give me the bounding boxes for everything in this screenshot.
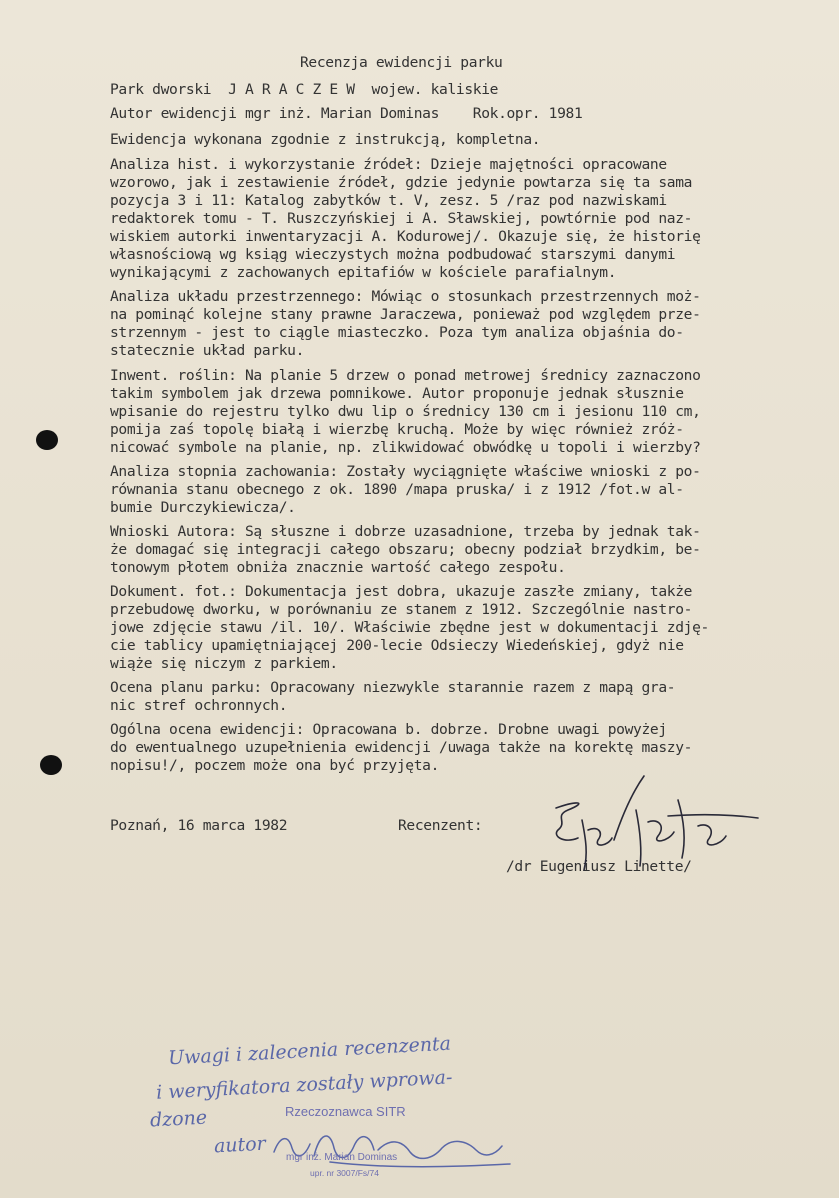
document-line: Wnioski Autora: Są słuszne i dobrze uzasadnione, trzeba by jednak tak-: [110, 523, 701, 540]
document-line: pozycja 3 i 11: Katalog zabytków t. V, zesz. 5 /raz pod nazwiskami: [110, 192, 667, 209]
document-line: Analiza układu przestrzennego: Mówiąc o stosunkach przestrzennych moż-: [110, 288, 701, 305]
reviewer-name: /dr Eugeniusz Linette/: [506, 858, 692, 875]
handwritten-note-line-4: autor: [213, 1132, 267, 1158]
document-line: własnościową wg ksiąg wieczystych można podbudować starszymi danymi: [110, 246, 676, 263]
handwritten-note-line-1: Uwagi i zalecenia recenzenta: [167, 1032, 452, 1070]
document-line: takim symbolem jak drzewa pomnikowe. Autor proponuje jednak słusznie: [110, 385, 684, 402]
document-line: cie tablicy upamiętniającej 200-lecie Odsieczy Wiedeńskiej, gdyż nie: [110, 637, 684, 654]
document-line: Ogólna ocena ewidencji: Opracowana b. dobrze. Drobne uwagi powyżej: [110, 721, 667, 738]
document-line: na pominąć kolejne stany prawne Jaraczewa, ponieważ pod względem prze-: [110, 306, 701, 323]
reviewer-signature-icon: [548, 770, 778, 880]
document-line: Ewidencja wykonana zgodnie z instrukcją, kompletna.: [110, 131, 541, 148]
document-line: Analiza stopnia zachowania: Zostały wyciągnięte właściwe wnioski z po-: [110, 463, 701, 480]
punch-hole-top: [36, 430, 58, 450]
document-line: wpisanie do rejestru tylko dwu lip o średnicy 130 cm i jesionu 110 cm,: [110, 403, 701, 420]
document-line: strzennym - jest to ciągle miasteczko. Poza tym analiza objaśnia do-: [110, 324, 684, 341]
handwritten-note-line-3: dzone: [149, 1106, 208, 1132]
place-date: Poznań, 16 marca 1982: [110, 817, 288, 834]
document-line: Autor ewidencji mgr inż. Marian Dominas Rok.opr. 1981: [110, 105, 583, 122]
document-line: tonowym płotem obniża znacznie wartość całego zespołu.: [110, 559, 566, 576]
punch-hole-bottom: [40, 755, 62, 775]
document-line: że domagać się integracji całego obszaru; obecny podział brzydkim, be-: [110, 541, 701, 558]
document-line: Inwent. roślin: Na planie 5 drzew o ponad metrowej średnicy zaznaczono: [110, 367, 701, 384]
document-line: Ocena planu parku: Opracowany niezwykle starannie razem z mapą gra-: [110, 679, 676, 696]
document-line: redaktorek tomu - T. Ruszczyńskiej i A. Sławskiej, powtórnie pod naz-: [110, 210, 693, 227]
stamp-name: mgr inż. Marian Dominas: [286, 1152, 398, 1163]
stamp-title: Rzeczoznawca SITR: [285, 1104, 406, 1119]
document-line: nopisu!/, poczem może ona być przyjęta.: [110, 757, 440, 774]
document-line: Analiza hist. i wykorzystanie źródeł: Dzieje majętności opracowane: [110, 156, 667, 173]
document-line: jowe zdjęcie stawu /il. 10/. Właściwie zbędne jest w dokumentacji zdję-: [110, 619, 709, 636]
document-line: nicować symbole na planie, np. zlikwidować obwódkę u topoli i wierzby?: [110, 439, 701, 456]
document-line: wzorowo, jak i zestawienie źródeł, gdzie jedynie powtarza się ta sama: [110, 174, 693, 191]
document-line: Park dworski J A R A C Z E W wojew. kaliskie: [110, 81, 499, 98]
document-line: wiskiem autorki inwentaryzacji A. Kodurowej/. Okazuje się, że historię: [110, 228, 701, 245]
handwritten-note-line-2: i weryfikatora zostały wprowa-: [155, 1066, 453, 1104]
document-line: nic stref ochronnych.: [110, 697, 288, 714]
document-line: przebudowę dworku, w porównaniu ze stanem z 1912. Szczególnie nastro-: [110, 601, 693, 618]
document-line: równania stanu obecnego z ok. 1890 /mapa pruska/ i z 1912 /fot.w al-: [110, 481, 684, 498]
document-line: wiąże się niczym z parkiem.: [110, 655, 338, 672]
document-line: wynikającymi z zachowanych epitafiów w kościele parafialnym.: [110, 264, 617, 281]
author-signature-icon: [270, 1122, 520, 1172]
document-line: statecznie układ parku.: [110, 342, 305, 359]
document-line: bumie Durczykiewicza/.: [110, 499, 296, 516]
reviewer-label: Recenzent:: [398, 817, 483, 834]
document-line: pomija zaś topolę białą i wierzbę kruchą. Może by więc również zróż-: [110, 421, 684, 438]
document-line: Dokument. fot.: Dokumentacja jest dobra, ukazuje zaszłe zmiany, także: [110, 583, 693, 600]
document-line: do ewentualnego uzupełnienia ewidencji /uwaga także na korektę maszy-: [110, 739, 693, 756]
stamp-number: upr. nr 3007/Fs/74: [310, 1168, 379, 1178]
document-title: Recenzja ewidencji parku: [300, 54, 503, 71]
